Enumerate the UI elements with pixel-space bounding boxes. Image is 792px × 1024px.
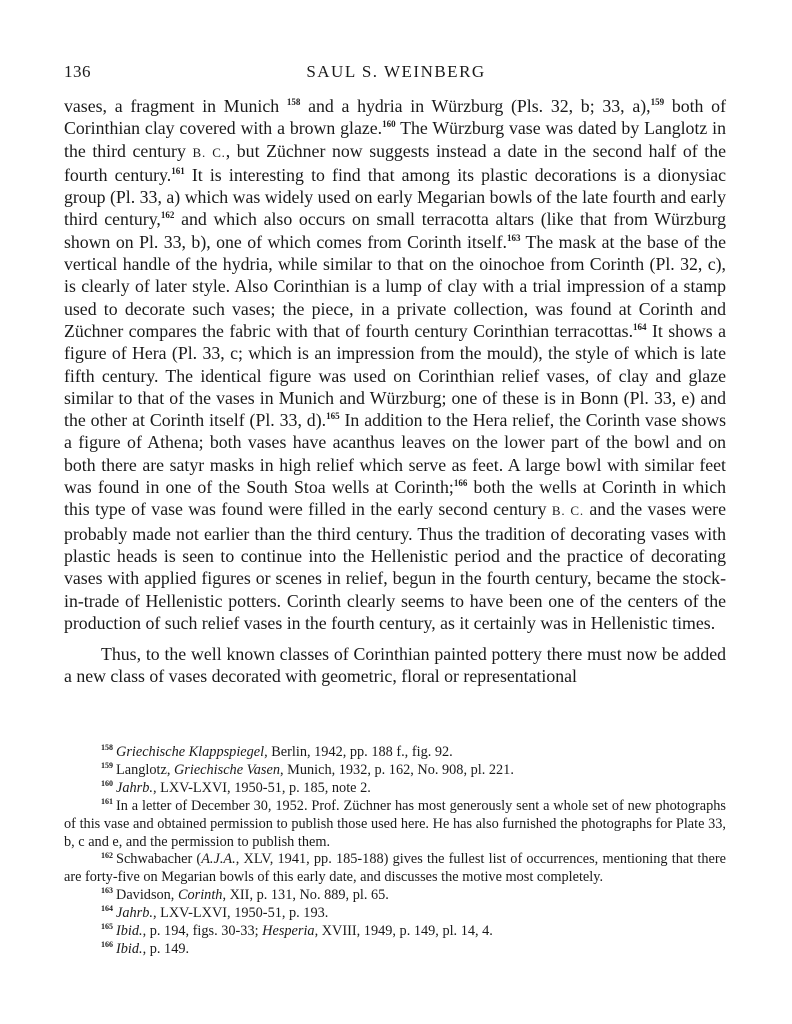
page-number: 136 bbox=[64, 62, 91, 81]
italic-text: A.J.A. bbox=[201, 851, 236, 868]
footnote-number: 160 bbox=[101, 779, 113, 789]
footnote-ref-158: 158 bbox=[286, 97, 301, 108]
paragraph-1-text: , but Züchner now suggests instead a date in the second half of the fourth century. bbox=[64, 140, 726, 185]
paragraph-1-text: It is interesting to find that among its plastic decorations is a dionysiac group (Pl. 33, a) which was widely used on early Megarian bowls of the late fourth and early third century, bbox=[64, 164, 726, 230]
footnote-ref-165: 165 bbox=[326, 411, 340, 422]
footnote-162 bbox=[64, 851, 726, 887]
running-head: SAUL S. WEINBERG bbox=[306, 62, 486, 81]
footnote-163-text: Davidson, bbox=[116, 887, 178, 904]
footnote-number: 158 bbox=[101, 743, 113, 753]
footnote-ref-164: 164 bbox=[633, 322, 647, 333]
footnote-162-text: Schwabacher ( bbox=[116, 851, 202, 868]
italic-text: Griechische Klappspiegel bbox=[116, 744, 265, 760]
footnote-158 bbox=[64, 744, 726, 762]
footnote-163-text: , XII, p. 131, No. 889, pl. 65. bbox=[222, 887, 389, 904]
footnote-164-text: , LXV-LXVI, 1950-51, p. 193. bbox=[152, 905, 329, 922]
footnote-161-text: In a letter of December 30, 1952. Prof. Züchner has most generously sent a whole set of new photographs of this vase and obtained permission to publish those used here. He has also furnished the photographs for Plate 33, b, c and e, and the permission to publish them. bbox=[64, 797, 726, 850]
footnote-160 bbox=[64, 780, 726, 798]
footnote-165-text: , p. 194, figs. 30-33; bbox=[142, 923, 263, 940]
footnote-number: 161 bbox=[101, 796, 113, 806]
paragraph-2-text: Thus, to the well known classes of Corinthian painted pottery there must now be added a new class of vases decorated with geometric, floral or representational bbox=[64, 644, 726, 687]
italic-text: Griechische Vasen bbox=[173, 761, 280, 778]
footnote-159-text: Langlotz, bbox=[116, 761, 174, 778]
small-caps-text: B. C. bbox=[192, 144, 226, 160]
paragraph-2 bbox=[64, 643, 726, 688]
page-header bbox=[64, 62, 728, 86]
paragraph-1-text: both of Corinthian clay covered with a brown glaze. bbox=[64, 96, 726, 139]
paragraph-1-text: vases, a fragment in Munich bbox=[64, 96, 287, 116]
italic-text: Hesperia bbox=[262, 923, 315, 940]
footnote-164 bbox=[64, 905, 726, 923]
footnote-number: 163 bbox=[101, 886, 113, 896]
footnote-number: 165 bbox=[101, 922, 113, 932]
footnotes bbox=[64, 744, 726, 959]
footnote-ref-160: 160 bbox=[382, 119, 396, 130]
italic-text: Corinth bbox=[177, 887, 223, 904]
small-caps-text: B. C. bbox=[551, 503, 584, 519]
paragraph-1-text: The Würzburg vase was dated by Langlotz in the third century bbox=[64, 118, 726, 161]
footnote-165-text: , XVIII, 1949, p. 149, pl. 14, 4. bbox=[314, 923, 493, 940]
footnote-166 bbox=[64, 941, 726, 959]
paragraph-1-text: and which also occurs on small terracotta altars (like that from Würzburg shown on Pl. 33, b), one of which comes from Corinth itself. bbox=[64, 209, 727, 252]
paragraph-1 bbox=[64, 95, 726, 634]
footnote-161 bbox=[64, 798, 726, 852]
footnote-number: 166 bbox=[101, 940, 113, 950]
paragraph-1-text: and a hydria in Würzburg (Pls. 32, b; 33, a), bbox=[300, 96, 651, 116]
italic-text: Ibid. bbox=[116, 940, 143, 957]
footnote-163 bbox=[64, 887, 726, 905]
footnote-160-text: , LXV-LXVI, 1950-51, p. 185, note 2. bbox=[152, 779, 371, 796]
paragraph-1-text: both the wells at Corinth in which this type of vase was found were filled in the early second century bbox=[64, 477, 726, 520]
body-text bbox=[64, 95, 726, 688]
paragraph-1-text: The mask at the base of the vertical handle of the hydria, while similar to that on the oinochoe from Corinth (Pl. 32, c), is clearly of later style. Also Corinthian is a lump of clay with a trial impression of a stamp used to decorate such vases; the piece, in a private collection, was found at Corinth and Züchner compares the fabric with that of fourth century Corinthian terracottas. bbox=[64, 231, 726, 341]
footnote-number: 164 bbox=[101, 904, 113, 914]
footnote-ref-166: 166 bbox=[453, 478, 468, 489]
footnote-166-text: , p. 149. bbox=[142, 940, 190, 957]
footnote-158-text: , Berlin, 1942, pp. 188 f., fig. 92. bbox=[264, 744, 453, 760]
footnote-159 bbox=[64, 762, 726, 780]
footnote-ref-159: 159 bbox=[650, 97, 665, 108]
footnote-ref-162: 162 bbox=[160, 210, 175, 221]
footnote-ref-163: 163 bbox=[506, 232, 521, 243]
italic-text: Jahrb. bbox=[116, 779, 153, 796]
footnote-159-text: , Munich, 1932, p. 162, No. 908, pl. 221. bbox=[279, 761, 514, 778]
paragraph-1-text: In addition to the Hera relief, the Corinth vase shows a figure of Athena; both vases have acanthus leaves on the lower part of the bowl and on both there are satyr masks in high relief which serve as feet. A large bowl with similar feet was found in one of the South Stoa wells at Corinth; bbox=[64, 410, 726, 498]
paragraph-1-text: It shows a figure of Hera (Pl. 33, c; which is an impression from the mould), the style of which is late fifth century. The identical figure was used on Corinthian relief vases, of clay and glaze similar to that of the vases in Munich and Würzburg; one of these is in Bonn (Pl. 33, e) and the other at Corinth itself (Pl. 33, d). bbox=[64, 320, 726, 431]
italic-text: Jahrb. bbox=[116, 905, 153, 922]
footnote-165 bbox=[64, 923, 726, 941]
footnote-number: 159 bbox=[101, 761, 113, 771]
footnote-162-text: , XLV, 1941, pp. 185-188) gives the fullest list of occurrences, mentioning that there are forty-five on Megarian bowls of this early date, and discusses the motive most completely. bbox=[64, 851, 727, 886]
footnote-ref-161: 161 bbox=[171, 165, 185, 176]
footnote-number: 162 bbox=[101, 850, 113, 860]
italic-text: Ibid. bbox=[116, 923, 143, 940]
paragraph-1-text: and the vases were probably made not earlier than the third century. Thus the tradition of decorating vases with plastic heads is seen to continue into the Hellenistic period and the practice of decorating vases with applied figures or scenes in relief, begun in the fourth century, became the stock-in-trade of Hellenistic potters. Corinth clearly seems to have been one of the centers of the production of such relief vases in the fourth century, as it certainly was in Hellenistic times. bbox=[64, 499, 726, 633]
